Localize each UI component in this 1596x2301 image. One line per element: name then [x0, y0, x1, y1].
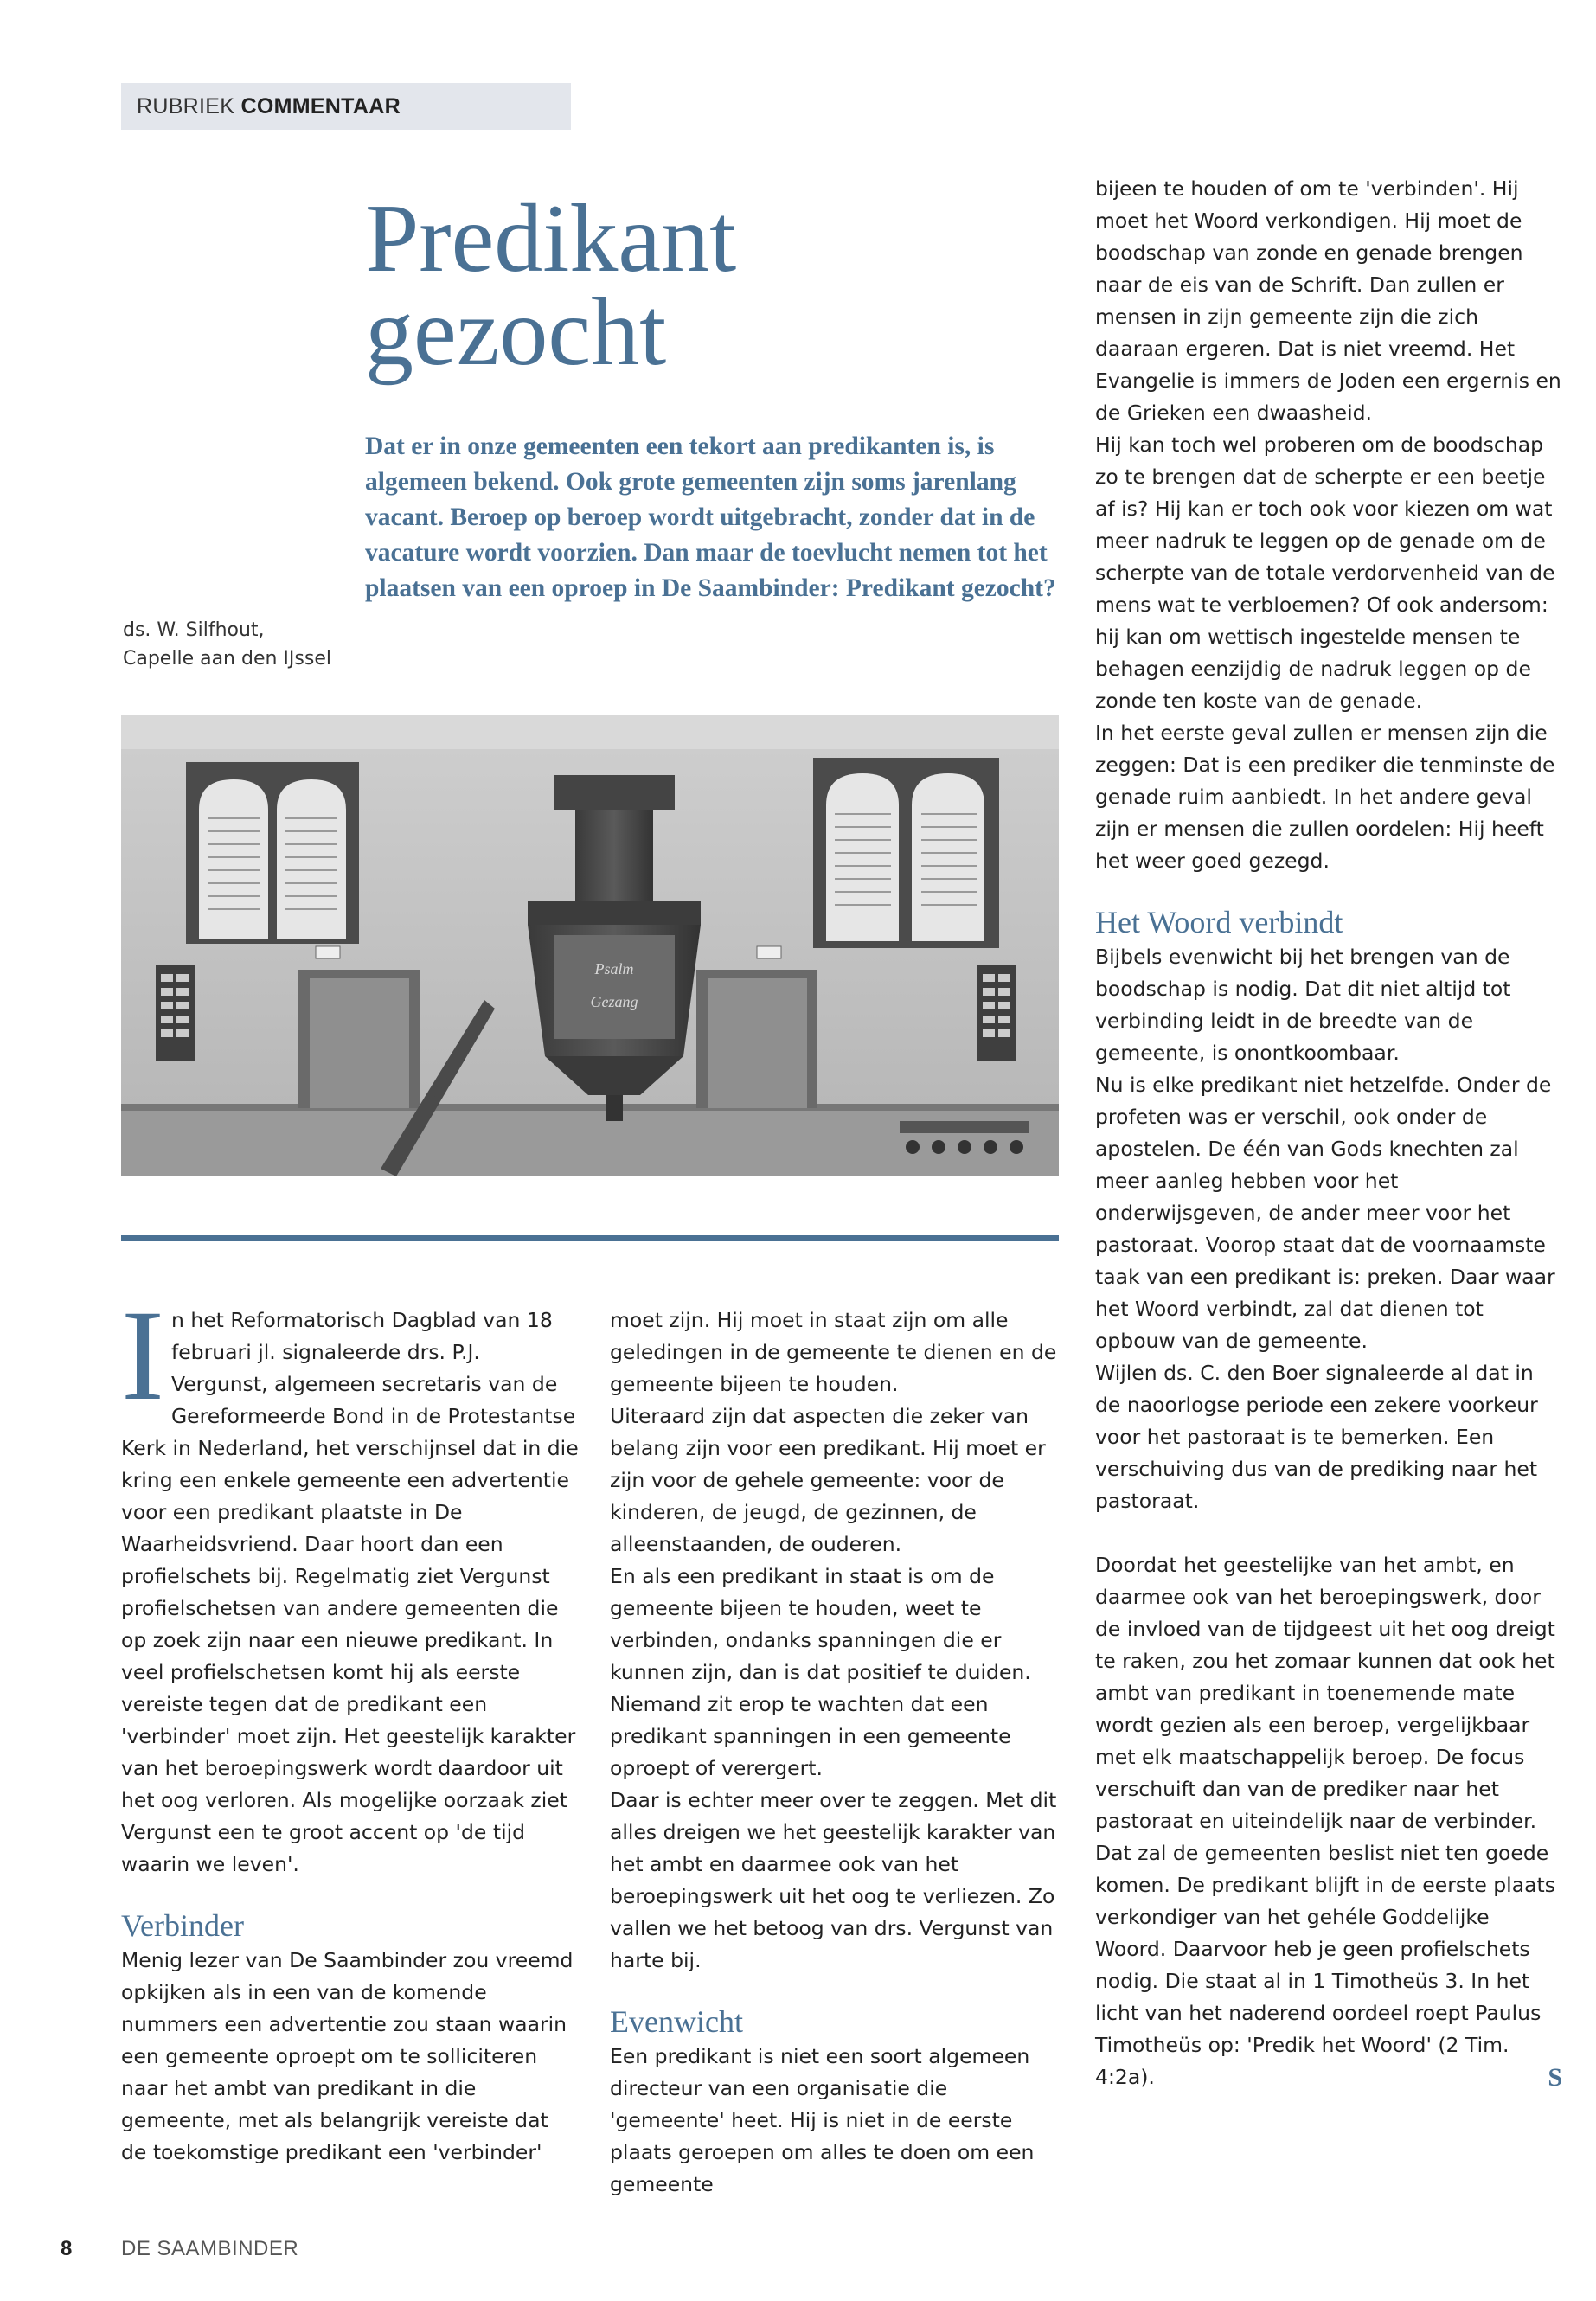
paragraph-text: n het Reformatorisch Dagblad van 18 februari jl. signaleerde drs. P.J. Vergunst, algemeen secretaris van de Gereformeerde Bond in de Protestantse Kerk in Nederland, het verschijnsel dat in die kring een enkele gemeente een advertentie voor een predikant plaatste in De Waarheidsvriend. Daar hoort dan een profielschets bij. Regelmatig ziet Vergunst profielschetsen van andere gemeenten die op zoek zijn naar een nieuwe predikant. In veel profielschetsen komt hij als eerste vereiste tegen dat de predikant een 'verbinder' moet zijn. Het geestelijk karakter van het beroepingswerk wordt daardoor uit het oog verloren. Als mogelijke oorzaak ziet Vergunst een te groot accent op 'de tijd waarin we leven'.	[121, 1308, 579, 1876]
magazine-name: DE SAAMBINDER	[121, 2237, 299, 2260]
paragraph: In het eerste geval zullen er mensen zijn die zeggen: Dat is een prediker die tenminste de genade ruim aanbiedt. In het andere geval zijn er mensen die zullen oordelen: Hij heeft het weer goed gezegd.	[1095, 721, 1555, 873]
column-2	[610, 1304, 1060, 2201]
right-text-board	[813, 758, 999, 948]
left-hymn-board	[156, 965, 195, 1061]
article-title	[365, 185, 884, 386]
article-intro: Dat er in onze gemeenten een tekort aan predikanten is, is algemeen bekend. Ook grote gemeenten zijn soms jarenlang vacant. Beroep op beroep wordt uitgebracht, zonder dat in de vacature wordt voorzien. Dan maar de toevlucht nemen tot het plaatsen van een oproep in De Saambinder: Predikant gezocht?	[365, 433, 1056, 602]
title-line-1: Predikant	[365, 185, 737, 292]
subheading-verbinder: Verbinder	[121, 1908, 244, 1943]
left-door	[298, 946, 420, 1108]
paragraph-text: Dat zal de gemeenten beslist niet ten goede komen. De predikant blijft in de eerste plaats verkondiger van het gehéle Goddelijke Woord. Daarvoor heb je geen profielschets nodig. Die staat al in 1 Timotheüs 3. In het licht van het naderend oordeel roept Paulus Timotheüs op: 'Predik het Woord' (2 Tim. 4:2a).	[1095, 1841, 1555, 2089]
page-number: 8	[61, 2237, 73, 2260]
column-1	[121, 1284, 580, 2169]
drop-cap: I	[121, 1284, 164, 1427]
paragraph: Menig lezer van De Saambinder zou vreemd opkijken als in een van de komende nummers een advertentie zou staan waarin een gemeente oproept om te solliciteren naar het ambt van predikant in die gemeente, met als belangrijk vereiste dat de toekomstige predikant een 'verbinder'	[121, 1948, 574, 2164]
paragraph	[121, 1284, 580, 1881]
section-label-prefix: RUBRIEK	[137, 94, 235, 119]
paragraph: En als een predikant in staat is om de gemeente bijeen te houden, weet te verbinden, ondanks spanningen die er kunnen zijn, dan is dat positief te duiden. Niemand zit erop te wachten dat een predikant spanningen in een gemeente oproept of verergert.	[610, 1564, 1031, 1780]
church-interior-photo	[121, 715, 1059, 1176]
church-interior-illustration	[121, 715, 1059, 1176]
column-3	[1095, 173, 1562, 2093]
section-label	[121, 83, 571, 130]
paragraph: bijeen te houden of om te 'verbinden'. Hij moet het Woord verkondigen. Hij moet de boodschap van zonde en genade brengen naar de eis van de Schrift. Dan zullen er mensen in zijn gemeente zijn die zich daaraan ergeren. Dat is niet vreemd. Het Evangelie is immers de Joden een ergernis en de Grieken een dwaasheid.	[1095, 176, 1561, 425]
paragraph: Bijbels evenwicht bij het brengen van de boodschap is nodig. Dat dit niet altijd tot verbinding leidt in de breedte van de gemeente, is onontkoombaar.	[1095, 945, 1511, 1065]
pulpit-text-1: Psalm	[594, 960, 634, 977]
paragraph: Hij kan toch wel proberen om de boodschap zo te brengen dat de scherpte er een beetje af is? Hij kan er toch ook voor kiezen om wat meer nadruk te leggen op de genade om de scherpte van de totale verdorvenheid van de mens wat te verbloemen? Of ook andersom: hij kan om wettisch ingestelde mensen te behagen eenzijdig de nadruk leggen op de zonde ten koste van de genade.	[1095, 433, 1555, 713]
paragraph: Nu is elke predikant niet hetzelfde. Onder de profeten was er verschil, ook onder de apostelen. De één van Gods knechten zal meer aanleg hebben voor het onderwijsgeven, de ander meer voor het pastoraat. Voorop staat dat de voornaamste taak van een predikant is: preken. Daar waar het Woord verbindt, zal dat dienen tot opbouw van de gemeente.	[1095, 1073, 1555, 1353]
paragraph: moet zijn. Hij moet in staat zijn om alle geledingen in de gemeente te dienen en de gemeente bijeen te houden.	[610, 1308, 1057, 1396]
section-divider	[121, 1235, 1059, 1241]
paragraph	[1095, 1837, 1562, 2093]
right-hymn-board	[977, 965, 1016, 1061]
author-place: Capelle aan den IJssel	[123, 648, 331, 670]
paragraph: Doordat het geestelijke van het ambt, en daarmee ook van het beroepingswerk, door de invloed van de tijdgeest uit het oog dreigt te raken, zou het zomaar kunnen dat ook het ambt van predikant in toenemende mate wordt gezien als een beroep, vergelijkbaar met elk maatschappelijk beroep. De focus verschuift dan van de prediker naar het pastoraat en uiteindelijk naar de verbinder.	[1095, 1553, 1555, 1833]
paragraph: Uiteraard zijn dat aspecten die zeker van belang zijn voor een predikant. Hij moet er zijn voor de gehele gemeente: voor de kinderen, de jeugd, de gezinnen, de alleenstaanden, de ouderen.	[610, 1404, 1046, 1556]
section-label-name: COMMENTAAR	[240, 94, 401, 119]
author-byline	[123, 616, 348, 673]
paragraph: Wijlen ds. C. den Boer signaleerde al dat in de naoorlogse periode een zekere voorkeur voor het pastoraat is te bemerken. Een verschuiving dus van de prediking naar het pastoraat.	[1095, 1361, 1538, 1513]
author-name: ds. W. Silfhout,	[123, 619, 265, 641]
right-door	[696, 946, 817, 1108]
paragraph: Een predikant is niet een soort algemeen directeur van een organisatie die 'gemeente' heet. Hij is niet in de eerste plaats geroepen om alles te doen om een gemeente	[610, 2044, 1035, 2196]
title-line-2: gezocht	[365, 279, 667, 386]
end-of-article-mark: S	[1548, 2063, 1562, 2092]
left-text-board	[186, 762, 359, 944]
subheading-het-woord-verbindt: Het Woord verbindt	[1095, 905, 1343, 939]
paragraph: Daar is echter meer over te zeggen. Met dit alles dreigen we het geestelijk karakter van het ambt en daarmee ook van het beroepingswerk uit het oog te verliezen. Zo vallen we het betoog van drs. Vergunst van harte bij.	[610, 1788, 1057, 1972]
subheading-evenwicht: Evenwicht	[610, 2004, 743, 2039]
pulpit-text-2: Gezang	[590, 993, 638, 1010]
